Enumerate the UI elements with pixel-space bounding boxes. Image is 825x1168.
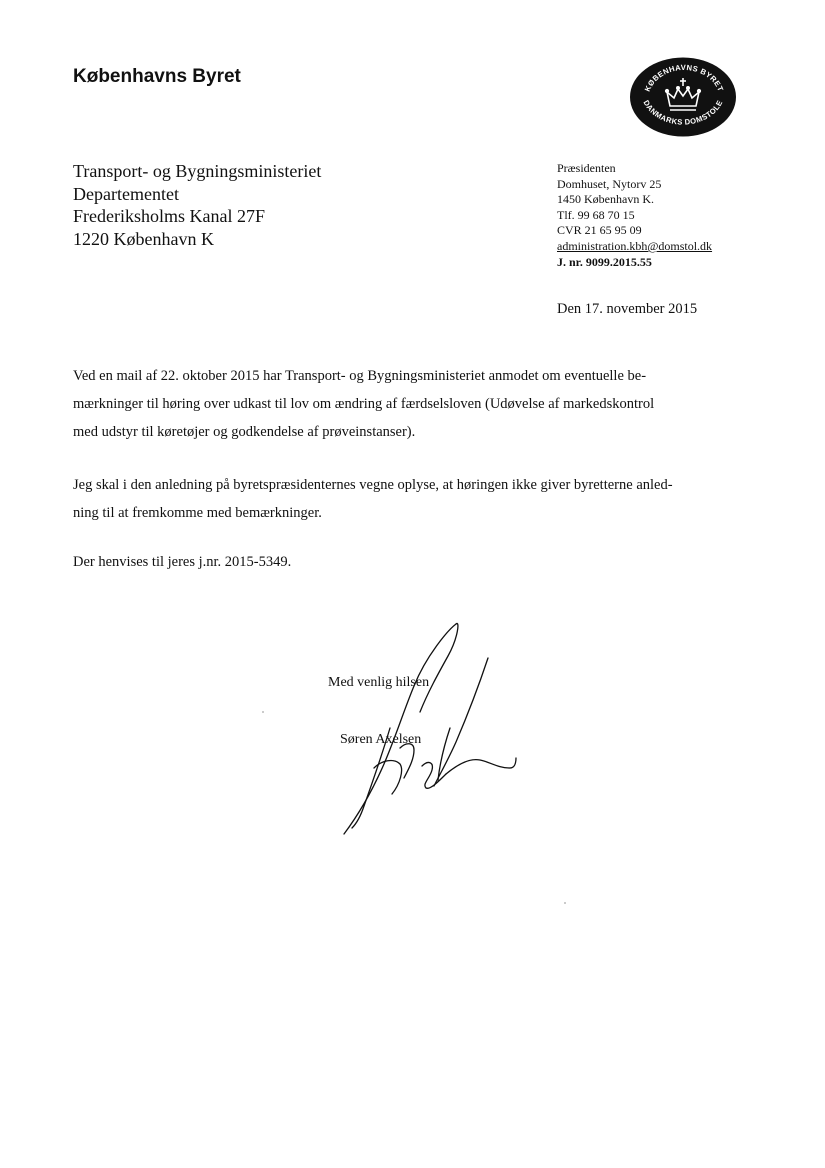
recipient-address bbox=[73, 160, 321, 250]
journal-number: J. nr. 9099.2015.55 bbox=[557, 254, 652, 269]
recipient-line: Transport- og Bygningsministeriet bbox=[73, 161, 322, 181]
org-name: Københavns Byret bbox=[73, 66, 241, 87]
body-paragraph-3 bbox=[73, 548, 713, 576]
recipient-line: Frederiksholms Kanal 27F bbox=[73, 206, 265, 226]
sender-title: Præsidenten bbox=[557, 161, 616, 175]
body-line: Ved en mail af 22. oktober 2015 har Transport- og Bygningsministeriet anmodet om eventuelle be- bbox=[73, 368, 647, 384]
body-line: Der henvises til jeres j.nr. 2015-5349. bbox=[73, 554, 292, 570]
sender-info bbox=[557, 161, 712, 270]
sender-email-link[interactable]: administration.kbh@domstol.dk bbox=[557, 238, 713, 253]
recipient-line: 1220 København K bbox=[73, 228, 214, 249]
body-line: med udstyr til køretøjer og godkendelse af prøveinstanser). bbox=[73, 424, 416, 440]
sender-cvr: CVR 21 65 95 09 bbox=[557, 223, 642, 238]
recipient-line: Departementet bbox=[73, 183, 179, 204]
sender-phone: Tlf. 99 68 70 15 bbox=[557, 207, 635, 222]
sender-address-line: Domhuset, Nytorv 25 bbox=[557, 176, 662, 191]
court-seal-logo bbox=[628, 56, 738, 138]
svg-text:DANMARKS DOMSTOLE: DANMARKS DOMSTOLE bbox=[641, 98, 725, 127]
body-paragraph-1 bbox=[73, 362, 713, 446]
handwritten-signature bbox=[330, 618, 530, 843]
body-paragraph-2 bbox=[73, 471, 713, 527]
body-line: ning til at fremkomme med bemærkninger. bbox=[73, 505, 322, 521]
letter-date: Den 17. november 2015 bbox=[557, 301, 698, 317]
signer-name: Søren Axelsen bbox=[340, 732, 422, 747]
body-line: mærkninger til høring over udkast til lov om ændring af færdselsloven (Udøvelse af markedskontrol bbox=[73, 396, 655, 412]
body-line: Jeg skal i den anledning på byretspræsidenternes vegne oplyse, at høringen ikke giver byretterne anled- bbox=[73, 477, 673, 493]
svg-text:KØBENHAVNS BYRET: KØBENHAVNS BYRET bbox=[642, 62, 726, 93]
sender-address-line: 1450 København K. bbox=[557, 192, 654, 207]
scan-speck bbox=[564, 902, 566, 904]
closing-greeting: Med venlig hilsen bbox=[328, 675, 430, 690]
scan-speck bbox=[262, 711, 264, 713]
